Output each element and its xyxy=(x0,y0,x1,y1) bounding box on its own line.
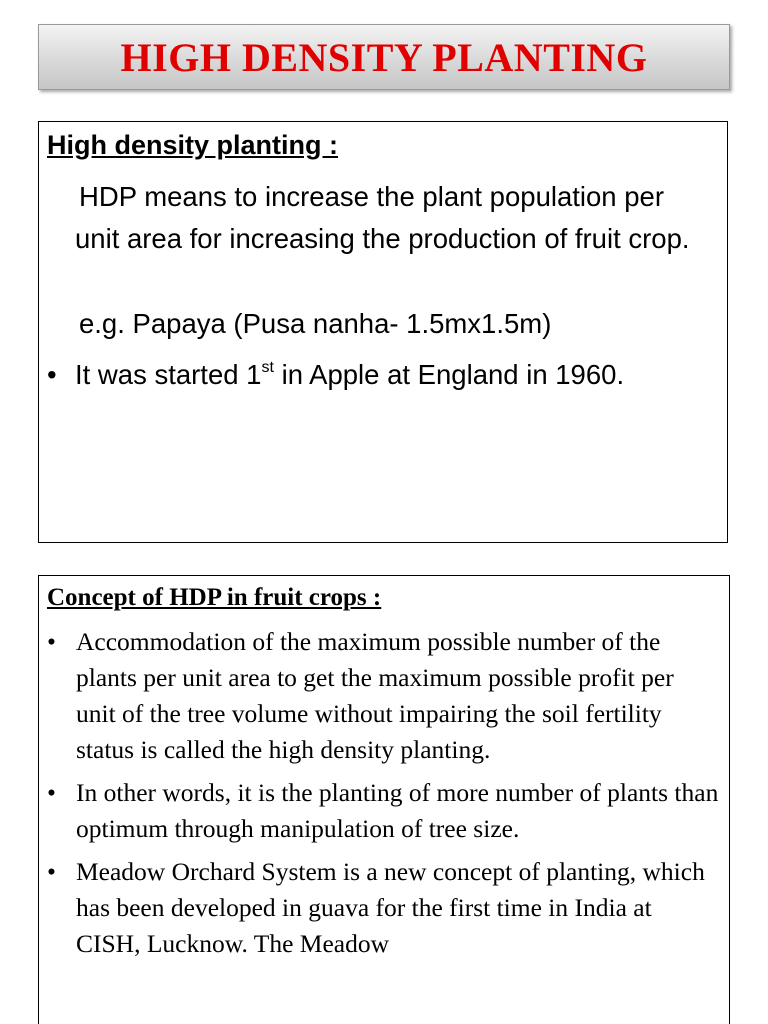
section-heading-hdp: High density planting : xyxy=(47,130,338,160)
hdp-definition-text: HDP means to increase the plant population per unit area for increasing the production of fruit crop. xyxy=(75,181,690,254)
hdp-concept-box xyxy=(38,575,730,1024)
history-bullet xyxy=(47,359,624,391)
list-item xyxy=(47,775,719,847)
bullet-icon: • xyxy=(47,857,56,886)
title-banner xyxy=(38,24,730,90)
bullet-icon: • xyxy=(47,359,57,390)
bullet-icon: • xyxy=(47,778,56,807)
history-text-start: It was started 1 xyxy=(75,359,262,390)
list-item-text: Accommodation of the maximum possible number of the plants per unit area to get the maximum possible profit per unit of the tree volume without impairing the soil fertility status is called the high density planting. xyxy=(76,627,674,764)
bullet-icon: • xyxy=(47,627,56,656)
section-heading-concept: Concept of HDP in fruit crops : xyxy=(47,584,382,611)
history-text-end: in Apple at England in 1960. xyxy=(273,359,625,390)
list-item xyxy=(47,854,719,962)
page-title: HIGH DENSITY PLANTING xyxy=(120,34,648,80)
hdp-definition-box xyxy=(38,121,728,543)
hdp-example-text: e.g. Papaya (Pusa nanha- 1.5mx1.5m) xyxy=(79,308,552,339)
list-item xyxy=(47,624,719,768)
concept-bullet-list xyxy=(47,624,719,969)
list-item-text: Meadow Orchard System is a new concept of planting, which has been developed in guava for the first time in India at CISH, Lucknow. The Meadow xyxy=(76,857,705,958)
list-item-text: In other words, it is the planting of more number of plants than optimum through manipulation of tree size. xyxy=(76,778,719,843)
history-superscript: st xyxy=(261,359,274,376)
history-bullet-text xyxy=(75,359,624,391)
